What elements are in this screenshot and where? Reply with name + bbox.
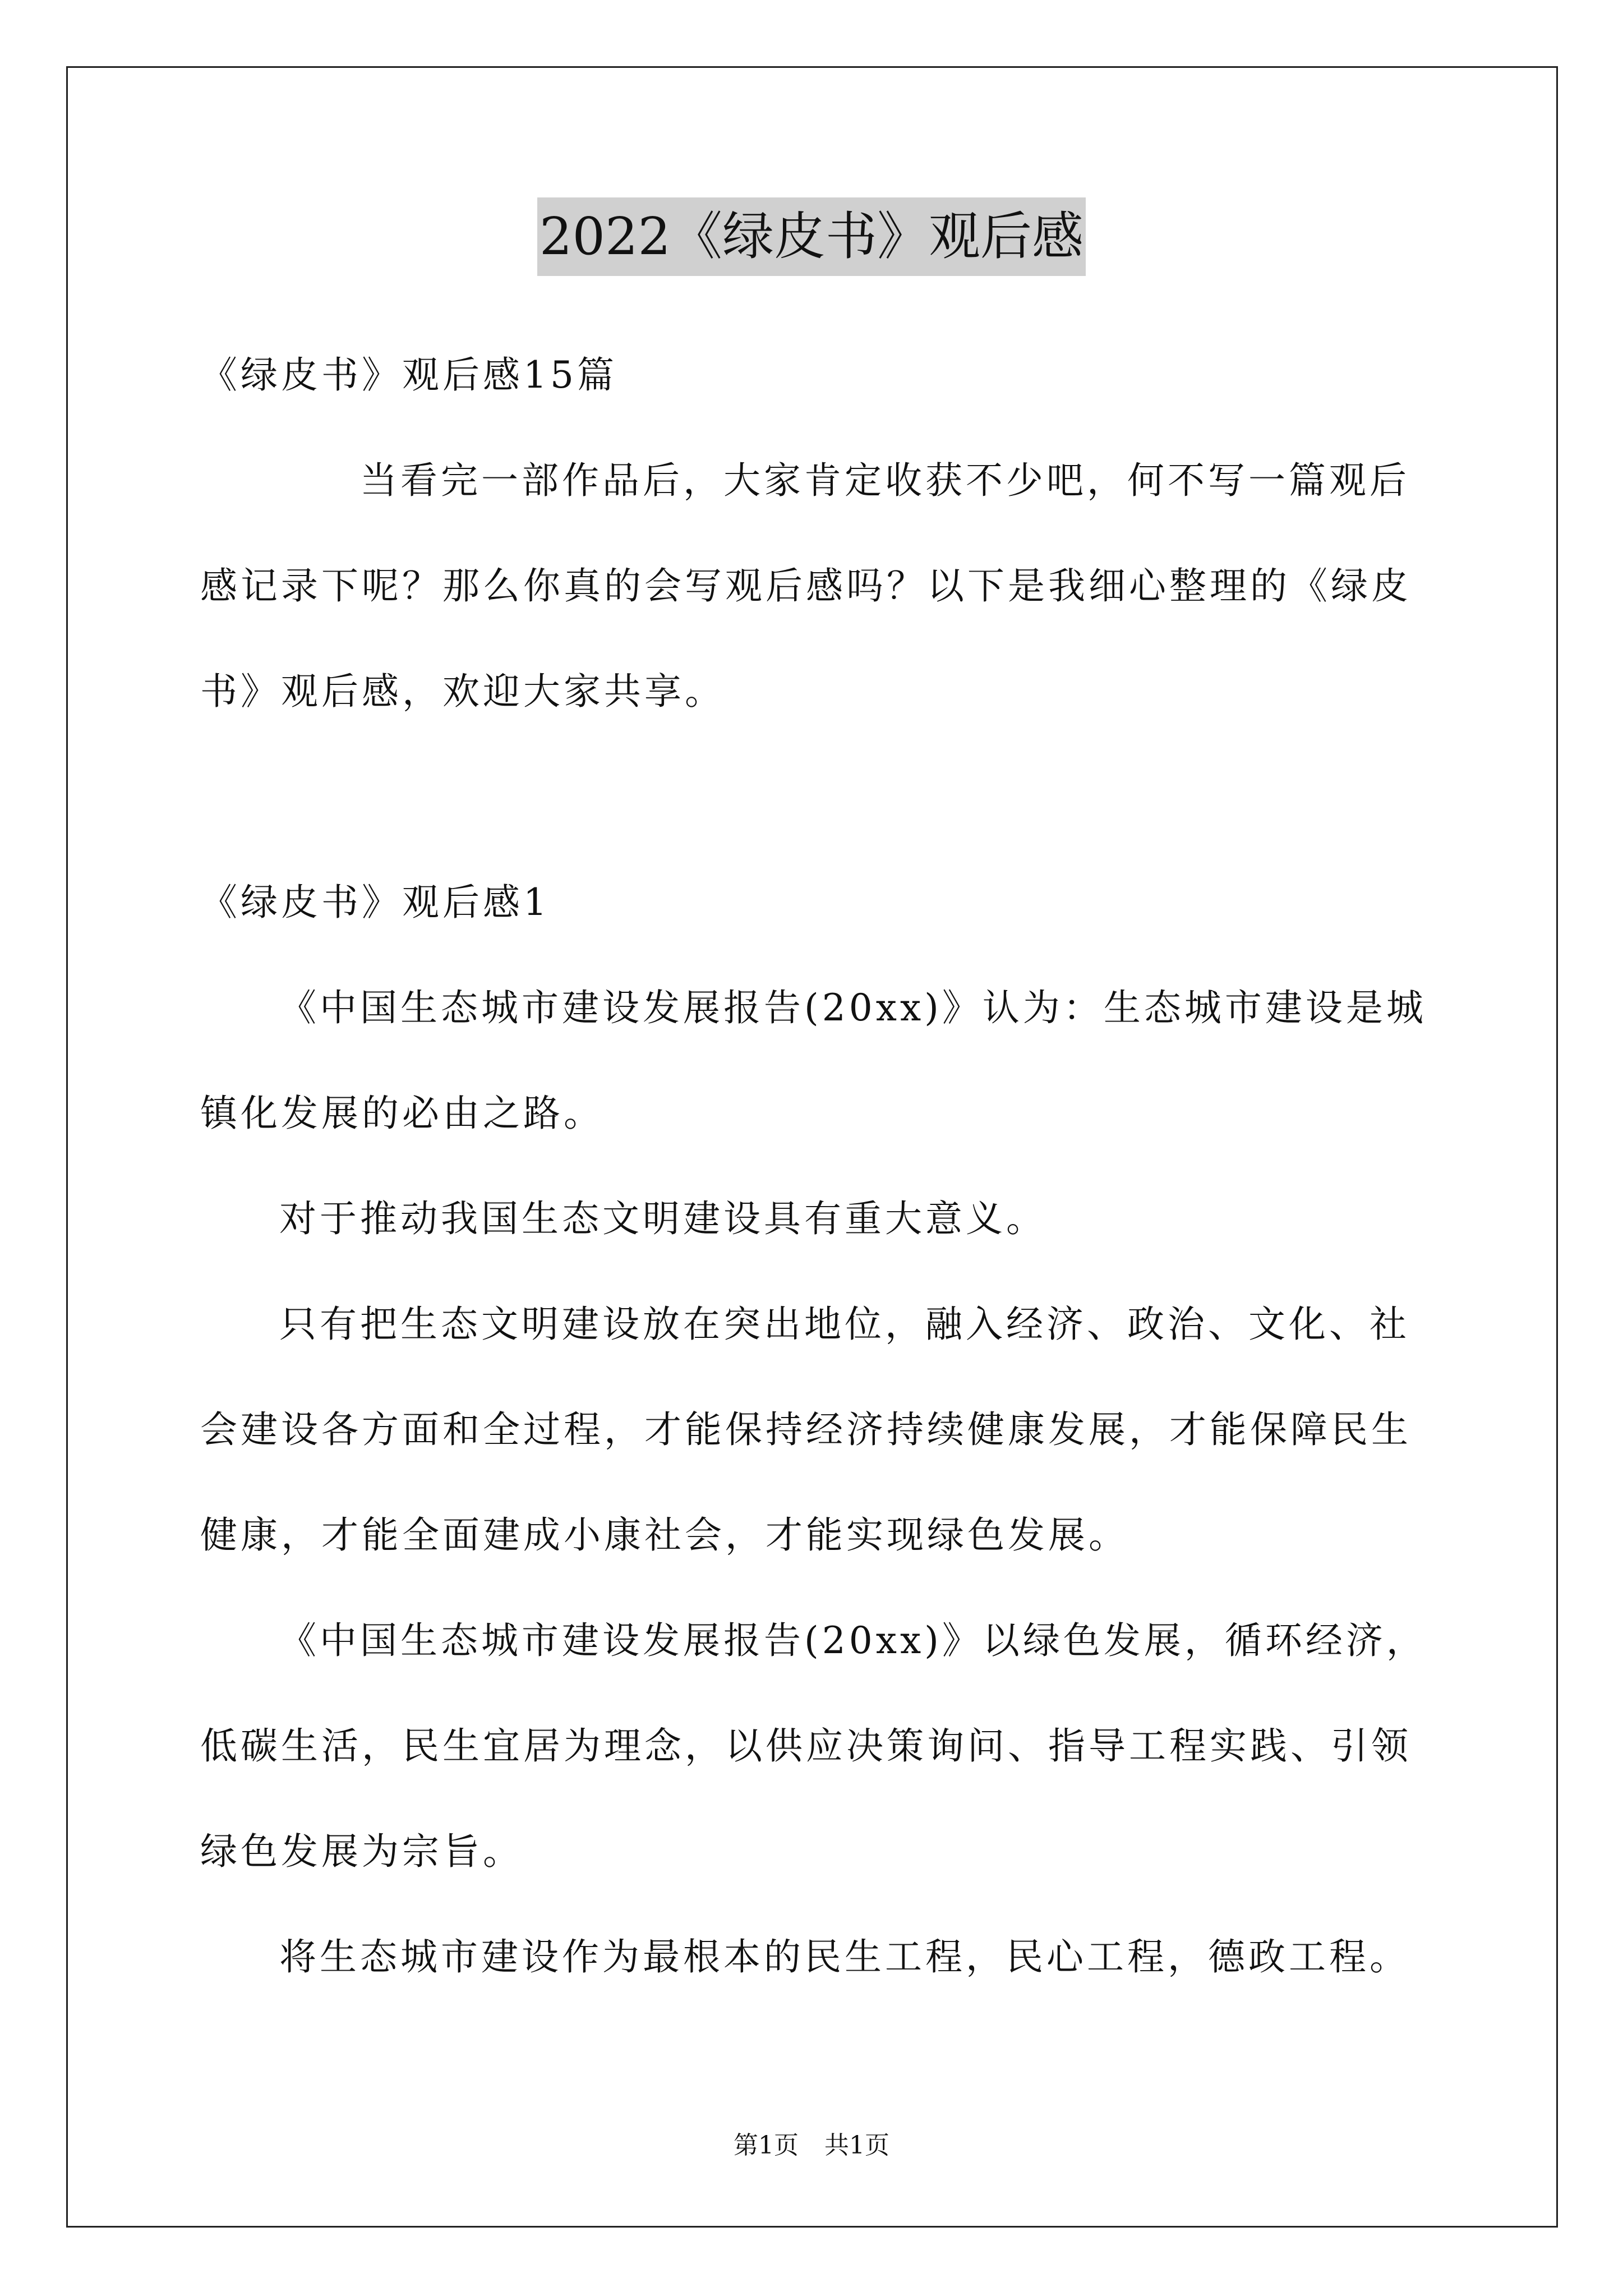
paragraph: 只有把生态文明建设放在突出地位，融入经济、政治、文化、社会建设各方面和全过程，才能保持经济持续健康发展，才能保障民生健康，才能全面建成小康社会，才能实现绿色发展。: [200, 1303, 1412, 1557]
paragraph: 《中国生态城市建设发展报告(20xx)》认为：生态城市建设是城镇化发展的必由之路。: [200, 986, 1427, 1135]
document-title: 2022《绿皮书》观后感: [537, 197, 1086, 276]
page-footer: [0, 2129, 1623, 2162]
section-heading: 《绿皮书》观后感1: [200, 881, 550, 924]
page-total: 共1页: [824, 2131, 889, 2160]
paragraph: 将生态城市建设作为最根本的民生工程，民心工程，德政工程。: [279, 1935, 1410, 1978]
intro-paragraph: 当看完一部作品后，大家肯定收获不少吧，何不写一篇观后感记录下呢？那么你真的会写观后感吗？以下是我细心整理的《绿皮书》观后感，欢迎大家共享。: [200, 459, 1412, 713]
subtitle: 《绿皮书》观后感15篇: [200, 353, 617, 397]
blank-line: [200, 744, 1434, 850]
page-number: 第1页: [734, 2131, 799, 2160]
paragraph: 《中国生态城市建设发展报告(20xx)》以绿色发展，循环经济，低碳生活，民生宜居为理念，以供应决策询问、指导工程实践、引领绿色发展为宗旨。: [200, 1619, 1427, 1873]
paragraph: 对于推动我国生态文明建设具有重大意义。: [279, 1197, 1046, 1240]
title-container: [0, 197, 1623, 276]
document-body: [200, 323, 1434, 2010]
